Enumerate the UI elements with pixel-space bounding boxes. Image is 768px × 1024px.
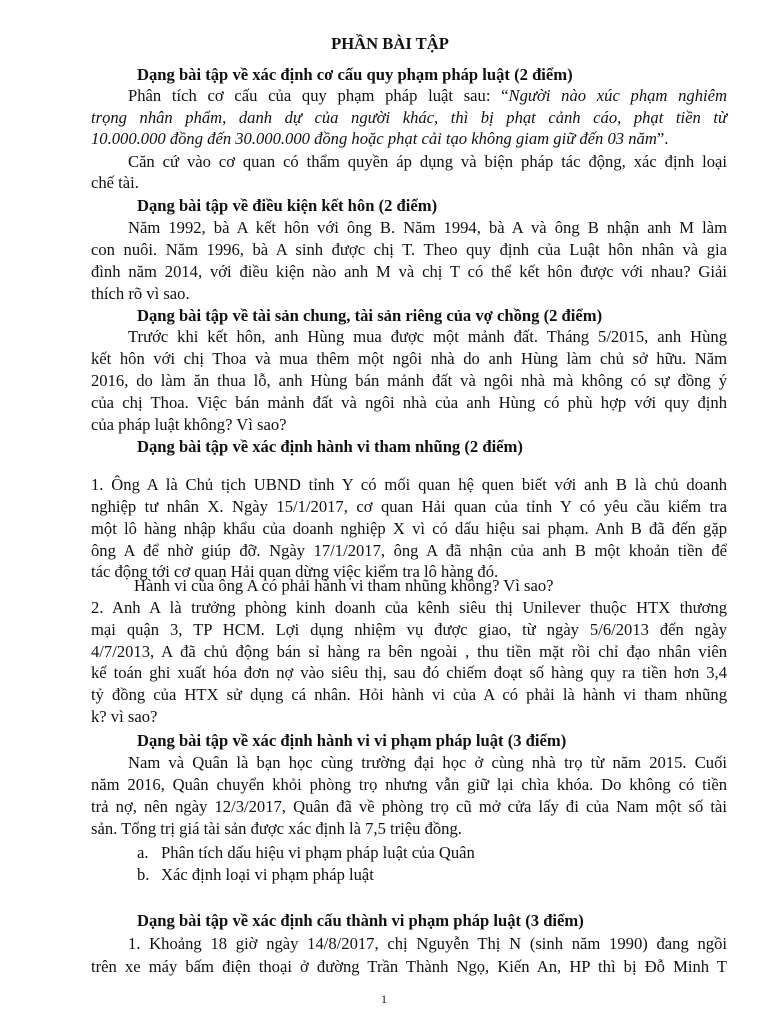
section4-line8: mại quận 3, TP HCM. Lợi dụng nhiệm vụ được giao, từ ngày 5/6/2013 đến ngày [91,620,727,639]
section4-line11: tỷ đồng của HTX sử dụng cá nhân. Hỏi hành vi của A có phải là hành vi tham nhũng [91,685,727,704]
section2-line1: Năm 1992, bà A kết hôn với ông B. Năm 1994, bà A và ông B nhận anh M làm [128,218,727,237]
section6-line1: 1. Khoảng 18 giờ ngày 14/8/2017, chị Nguyễn Thị N (sinh năm 1990) đang ngồi [128,934,727,953]
section1-line3: 10.000.000 đồng đến 30.000.000 đồng hoặc phạt cải tạo không giam giữ đến 03 năm”. [91,129,669,148]
list-marker: b. [137,865,150,884]
section6-line2: trên xe máy bấm điện thoại ở đường Trần Thành Ngọ, Kiến An, HP thì bị Đỗ Minh T [91,957,727,976]
section1-line1-text: Phân tích cơ cấu của quy phạm pháp luật sau: “ [128,86,509,105]
section-heading-marital-property: Dạng bài tập về tài sản chung, tài sản riêng của vợ chồng (2 điểm) [137,306,603,325]
section4-line9: 4/7/2013, A đã chủ động bán sỉ hàng ra bên ngoài , thu tiền mặt rồi chỉ đạo nhân viên [91,642,727,661]
section3-line3: 2016, do làm ăn thua lỗ, anh Hùng bán mảnh đất và ngôi nhà mà không có sự đồng ý [91,371,727,390]
list-item-text: Xác định loại vi phạm pháp luật [161,865,374,884]
section4-line10: kế toán ghi xuất hóa đơn nợ vào siêu thị, sau đó chiếm đoạt số hàng quy ra tiền hơn 3,4 [91,663,727,682]
section1-line4: Căn cứ vào cơ quan có thẩm quyền áp dụng và biện pháp tác động, xác định loại [128,152,727,171]
section4-line7: 2. Anh A là trưởng phòng kinh doanh của kênh siêu thị Unilever thuộc HTX thương [91,598,727,617]
section4-line5: tác động tới cơ quan Hải quan dừng việc kiểm tra lô hàng đó. [91,562,499,581]
section5-line1: Nam và Quân là bạn học cùng trường đại học ở cùng nhà trọ từ năm 2015. Cuối [128,753,727,772]
section-heading-corruption: Dạng bài tập về xác định hành vi tham nhũng (2 điểm) [137,437,523,456]
section4-line6: Hành vi của ông A có phải hành vi tham nhũng không? Vì sao? [134,576,554,595]
section5-line2: năm 2016, Quân chuyển khỏi phòng trọ nhưng vẫn giữ lại chìa khóa. Do không có tiền [91,775,727,794]
section5-line3: trả nợ, nên ngày 12/3/2017, Quân đã về phòng trọ cũ mở cửa lấy đi của Nam một số tài [91,797,727,816]
list-item [137,864,768,886]
section4-line3: một lô hàng nhập khẩu của doanh nghiệp X vì có dấu hiệu sai phạm. Anh B đã đến gặp [91,519,727,538]
section3-line4: của chị Thoa. Việc bán mảnh đất và ngôi nhà của anh Hùng có phù hợp với quy định [91,393,727,412]
list-marker: a. [137,843,149,862]
section1-line1-quote: Người nào xúc phạm nghiêm [508,86,727,105]
section-heading-violation-elements: Dạng bài tập về xác định cấu thành vi phạm pháp luật (3 điểm) [137,911,584,930]
section2-line4: thích rõ vì sao. [91,284,190,303]
section3-line2: kết hôn với chị Thoa và mua thêm một ngôi nhà do anh Hùng làm chủ sở hữu. Năm [91,349,727,368]
section4-line12: k? vì sao? [91,707,158,726]
list-item-text: Phân tích dấu hiệu vi phạm pháp luật của Quân [161,843,475,862]
section4-line2: nghiệp tư nhân X. Ngày 15/1/2017, cơ quan Hải quan của tỉnh Y có yêu cầu kiểm tra [91,497,727,516]
section1-line2: trọng nhân phẩm, danh dự của người khác, thì bị phạt cảnh cáo, phạt tiền từ [91,108,727,127]
section3-line5: của pháp luật không? Vì sao? [91,415,287,434]
section-heading-legal-norm-structure: Dạng bài tập về xác định cơ cấu quy phạm pháp luật (2 điểm) [137,65,573,84]
section4-line1: 1. Ông A là Chủ tịch UBND tỉnh Y có mối quan hệ quen biết với anh B là chủ doanh [91,475,727,494]
section4-line4: ông A để nhờ giúp đỡ. Ngày 17/1/2017, ông A đã nhận của anh B một khoản tiền để [91,541,727,560]
list-item [137,842,768,864]
section5-line4: sản. Tổng trị giá tài sản được xác định là 7,5 triệu đồng. [91,819,462,838]
page-number: 1 [381,992,387,1006]
section2-line3: đình năm 2014, với điều kiện nào anh M và chị T có thể kết hôn được với nhau? Giải [91,262,727,281]
section1-line1 [128,85,727,107]
section1-line5: chế tài. [91,173,139,192]
section-heading-law-violation: Dạng bài tập về xác định hành vi vi phạm pháp luật (3 điểm) [137,731,567,750]
section3-line1: Trước khi kết hôn, anh Hùng mua được một mảnh đất. Tháng 5/2015, anh Hùng [128,327,727,346]
section-heading-marriage-conditions: Dạng bài tập về điều kiện kết hôn (2 điểm) [137,196,438,215]
page-title: PHẦN BÀI TẬP [331,34,449,53]
section2-line2: con nuôi. Năm 1996, bà A sinh được chị T. Theo quy định của Luật hôn nhân và gia [91,240,727,259]
